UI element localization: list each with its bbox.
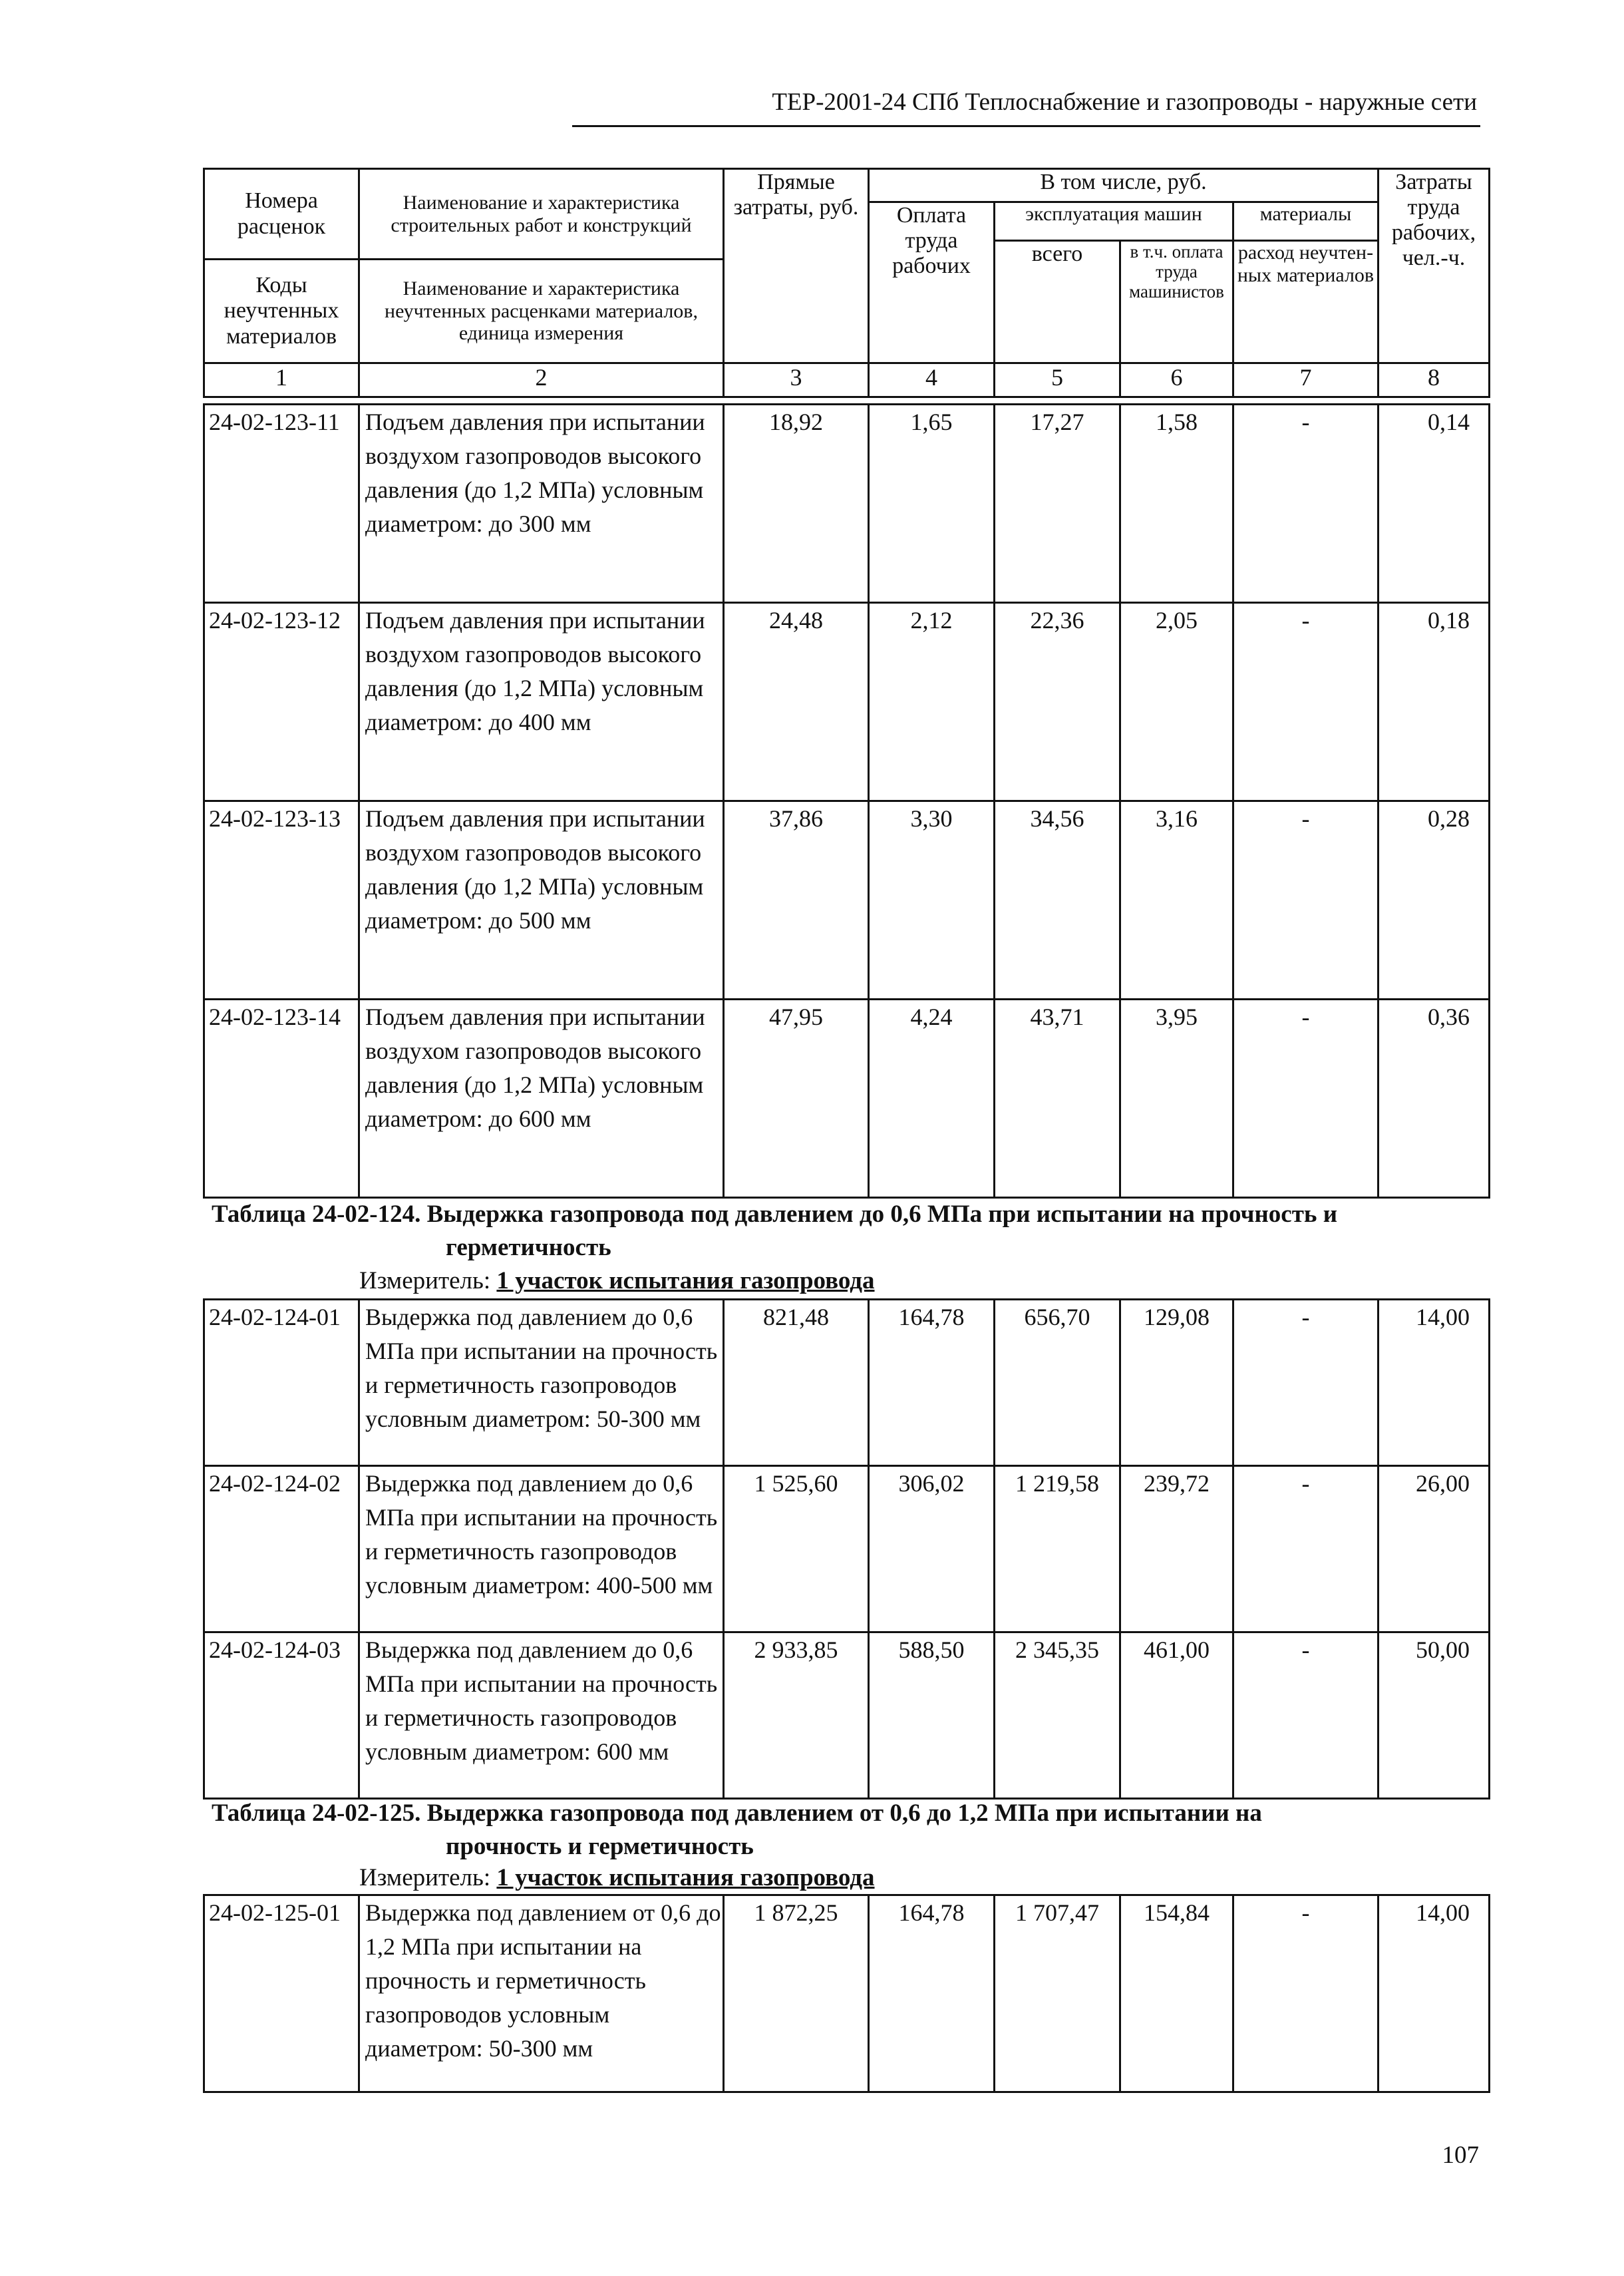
rate-code: 24-02-123-14 <box>204 1000 359 1198</box>
labor-hours: 0,28 <box>1379 801 1490 1000</box>
meter-value: 1 участок испытания газопровода <box>496 1864 875 1891</box>
machinist-pay: 2,05 <box>1120 603 1233 801</box>
labor-hours: 0,36 <box>1379 1000 1490 1198</box>
col-including-header: В том числе, руб. <box>869 169 1379 202</box>
col-number-6: 6 <box>1120 363 1233 397</box>
table-row <box>204 1895 1490 2092</box>
materials: - <box>1233 801 1379 1000</box>
machinist-pay: 3,16 <box>1120 801 1233 1000</box>
table-row <box>204 1466 1490 1632</box>
rate-description: Подъем давления при испытании воздухом газопроводов высокого давления (до 1,2 МПа) условным диаметром: до 400 мм <box>359 603 724 801</box>
labor-pay: 2,12 <box>869 603 995 801</box>
col-number-3: 3 <box>724 363 869 397</box>
column-header-table <box>203 168 1490 398</box>
machines-total: 1 219,58 <box>995 1466 1120 1632</box>
rate-description: Подъем давления при испытании воздухом газопроводов высокого давления (до 1,2 МПа) условным диаметром: до 300 мм <box>359 405 724 603</box>
col-number-5: 5 <box>995 363 1120 397</box>
page-number: 107 <box>1442 2142 1479 2169</box>
table-24-02-124 <box>203 1298 1490 1800</box>
rate-description: Выдержка под давлением до 0,6 МПа при испытании на прочность и герметичность газопроводов условным диаметром: 600 мм <box>359 1632 724 1799</box>
table-row <box>204 1632 1490 1799</box>
materials: - <box>1233 1632 1379 1799</box>
table-124-meter <box>359 1266 875 1295</box>
table-row <box>204 1300 1490 1466</box>
rate-code: 24-02-123-13 <box>204 801 359 1000</box>
labor-hours: 0,18 <box>1379 603 1490 801</box>
meter-label: Измеритель: <box>359 1864 491 1891</box>
machinist-pay: 129,08 <box>1120 1300 1233 1466</box>
rate-code: 24-02-123-12 <box>204 603 359 801</box>
labor-pay: 1,65 <box>869 405 995 603</box>
labor-pay: 164,78 <box>869 1300 995 1466</box>
col-number-1: 1 <box>204 363 359 397</box>
rate-description: Выдержка под давлением от 0,6 до 1,2 МПа при испытании на прочность и герметичность газопроводов условным диаметром: 50-300 мм <box>359 1895 724 2092</box>
meter-value: 1 участок испытания газопровода <box>496 1267 875 1294</box>
table-125-caption-line1: Таблица 24-02-125. Выдержка газопровода под давлением от 0,6 до 1,2 МПа при испытании на <box>212 1800 1262 1827</box>
direct-cost: 2 933,85 <box>724 1632 869 1799</box>
table-24-02-123 <box>203 403 1490 1199</box>
labor-hours: 14,00 <box>1379 1895 1490 2092</box>
col-machinist-pay: в т.ч. оплата труда машинистов <box>1120 241 1233 363</box>
table-row <box>204 603 1490 801</box>
table-125-caption-line2: прочность и герметичность <box>446 1833 754 1860</box>
labor-pay: 4,24 <box>869 1000 995 1198</box>
labor-hours: 50,00 <box>1379 1632 1490 1799</box>
rate-description: Выдержка под давлением до 0,6 МПа при испытании на прочность и герметичность газопроводов условным диаметром: 50-300 мм <box>359 1300 724 1466</box>
materials: - <box>1233 1466 1379 1632</box>
rate-description: Подъем давления при испытании воздухом газопроводов высокого давления (до 1,2 МПа) условным диаметром: до 600 мм <box>359 1000 724 1198</box>
labor-hours: 14,00 <box>1379 1300 1490 1466</box>
materials: - <box>1233 1300 1379 1466</box>
labor-pay: 306,02 <box>869 1466 995 1632</box>
col1-bottom: Коды неучтенных материалов <box>224 273 339 349</box>
col-labor-hours: Затраты труда рабочих, чел.-ч. <box>1379 169 1490 363</box>
rate-description: Выдержка под давлением до 0,6 МПа при испытании на прочность и герметичность газопроводов условным диаметром: 400-500 мм <box>359 1466 724 1632</box>
machinist-pay: 239,72 <box>1120 1466 1233 1632</box>
rate-code: 24-02-123-11 <box>204 405 359 603</box>
rate-code: 24-02-124-01 <box>204 1300 359 1466</box>
machines-total: 2 345,35 <box>995 1632 1120 1799</box>
machinist-pay: 154,84 <box>1120 1895 1233 2092</box>
machinist-pay: 3,95 <box>1120 1000 1233 1198</box>
table-125-meter <box>359 1863 875 1892</box>
labor-pay: 588,50 <box>869 1632 995 1799</box>
col-number-8: 8 <box>1379 363 1490 397</box>
col-number-7: 7 <box>1233 363 1379 397</box>
header-rule <box>572 125 1480 127</box>
table-124-caption-line2: герметичность <box>446 1234 611 1261</box>
materials: - <box>1233 405 1379 603</box>
machines-total: 1 707,47 <box>995 1895 1120 2092</box>
rate-description: Подъем давления при испытании воздухом газопроводов высокого давления (до 1,2 МПа) условным диаметром: до 500 мм <box>359 801 724 1000</box>
rate-code: 24-02-124-03 <box>204 1632 359 1799</box>
table-124-caption-line1: Таблица 24-02-124. Выдержка газопровода под давлением до 0,6 МПа при испытании на прочность и <box>212 1201 1338 1228</box>
rate-code: 24-02-125-01 <box>204 1895 359 2092</box>
labor-hours: 0,14 <box>1379 405 1490 603</box>
direct-cost: 37,86 <box>724 801 869 1000</box>
col-codes-header <box>204 169 359 363</box>
col-materials-header: материалы <box>1233 202 1379 241</box>
machinist-pay: 1,58 <box>1120 405 1233 603</box>
col-labor-pay: Оплата труда рабочих <box>869 202 995 363</box>
machines-total: 656,70 <box>995 1300 1120 1466</box>
direct-cost: 1 872,25 <box>724 1895 869 2092</box>
machines-total: 43,71 <box>995 1000 1120 1198</box>
col-unaccounted-materials: расход неучтен-ных материалов <box>1233 241 1379 363</box>
rate-code: 24-02-124-02 <box>204 1466 359 1632</box>
direct-cost: 821,48 <box>724 1300 869 1466</box>
col-machines-header: эксплуатация машин <box>995 202 1233 241</box>
table-row <box>204 801 1490 1000</box>
direct-cost: 24,48 <box>724 603 869 801</box>
direct-cost: 47,95 <box>724 1000 869 1198</box>
materials: - <box>1233 1895 1379 2092</box>
meter-label: Измеритель: <box>359 1267 491 1294</box>
machines-total: 34,56 <box>995 801 1120 1000</box>
col-names-header <box>359 169 724 363</box>
col-direct-cost: Прямые затраты, руб. <box>724 169 869 363</box>
labor-pay: 3,30 <box>869 801 995 1000</box>
table-24-02-125 <box>203 1894 1490 2093</box>
table-row <box>204 1000 1490 1198</box>
col-number-2: 2 <box>359 363 724 397</box>
materials: - <box>1233 1000 1379 1198</box>
col-number-4: 4 <box>869 363 995 397</box>
machines-total: 17,27 <box>995 405 1120 603</box>
col2-top: Наименование и характеристика строительных работ и конструкций <box>360 170 723 260</box>
table-row <box>204 405 1490 603</box>
materials: - <box>1233 603 1379 801</box>
col-machines-total: всего <box>995 241 1120 363</box>
running-header: ТЕР-2001-24 СПб Теплоснабжение и газопроводы - наружные сети <box>772 89 1477 116</box>
direct-cost: 1 525,60 <box>724 1466 869 1632</box>
col2-bottom: Наименование и характеристика неучтенных расценками материалов, единица измерения <box>385 278 698 345</box>
machinist-pay: 461,00 <box>1120 1632 1233 1799</box>
machines-total: 22,36 <box>995 603 1120 801</box>
direct-cost: 18,92 <box>724 405 869 603</box>
labor-pay: 164,78 <box>869 1895 995 2092</box>
col1-top: Номера расценок <box>205 170 358 260</box>
labor-hours: 26,00 <box>1379 1466 1490 1632</box>
